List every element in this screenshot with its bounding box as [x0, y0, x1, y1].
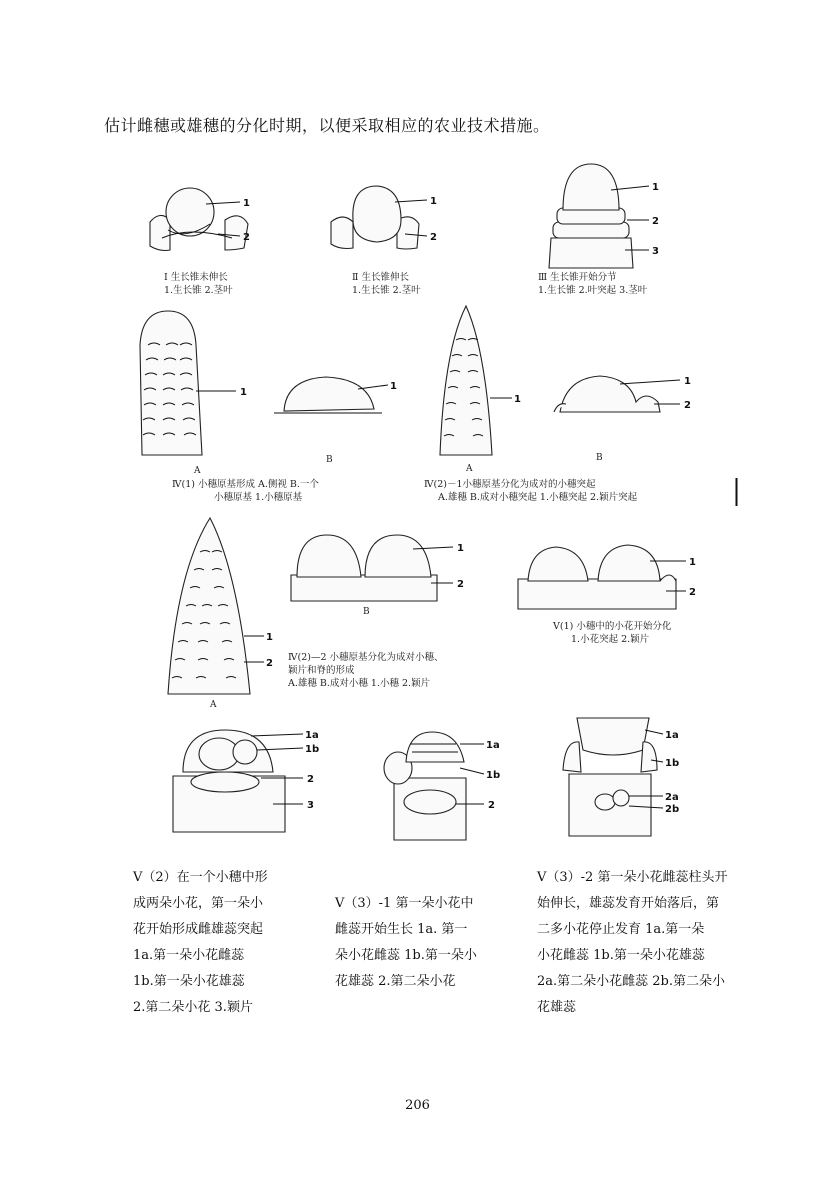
figure-4-1-caption: Ⅳ(1) 小穗原基形成 A.侧视 B.一个 小穗原基 1.小穗原基 — [172, 479, 319, 503]
figure-4-2-1-sub-a: A — [466, 464, 473, 474]
intro-text: 估计雌穗或雄穗的分化时期，以便采取相应的农业技术措施。 — [104, 116, 550, 135]
label-1: 1 — [243, 198, 250, 209]
figure-4-2-2-caption: Ⅳ(2)—2 小穗原基分化为成对小穗、 颖片和脊的形成 A.雄穗 B.成对小穗 1.小穗 2.颖片 — [288, 652, 444, 689]
figure-4-2-2-sub-a: A — [210, 700, 217, 710]
label-1: 1 — [266, 632, 273, 643]
figure-4-1-sub-b: B — [326, 455, 333, 465]
figure-stage-1 — [140, 180, 270, 265]
label-1: 1 — [457, 543, 464, 554]
label-2: 2 — [684, 400, 691, 411]
caption-col-1: Ⅴ（2）在一个小穗中形 成两朵小花，第一朵小 花开始形成雌雄蕊突起 1a.第一朵小花雌蕊 1b.第一朵小花雄蕊 2.第二朵小花 3.颖片 — [133, 870, 268, 1015]
caption-col-2: Ⅴ（3）-1 第一朵小花中 雌蕊开始生长 1a. 第一 朵小花雌蕊 1b.第一朵小 花雄蕊 2.第二朵小花 — [335, 896, 477, 989]
label-2: 2 — [689, 587, 696, 598]
figure-5-3-2 — [555, 710, 695, 845]
label-2a: 2a — [665, 792, 679, 803]
label-1: 1 — [390, 381, 397, 392]
figure-5-1-caption: Ⅴ(1) 小穗中的小花开始分化 1.小花突起 2.颖片 — [553, 621, 672, 645]
margin-mark — [735, 478, 738, 506]
label-1: 1 — [240, 387, 247, 398]
figure-4-2-1-a — [430, 300, 530, 465]
figure-4-2-1-b — [550, 360, 700, 430]
figure-5-2 — [165, 722, 330, 847]
label-1a: 1a — [665, 730, 679, 741]
label-2: 2 — [243, 232, 250, 243]
figure-3-caption: Ⅲ 生长锥开始分节 1.生长锥 2.叶突起 3.茎叶 — [538, 272, 648, 296]
figure-stage-3 — [545, 160, 675, 272]
figure-1-caption: Ⅰ 生长锥未伸长 1.生长锥 2.茎叶 — [164, 272, 233, 296]
label-1b: 1b — [665, 758, 680, 769]
label-2: 2 — [457, 579, 464, 590]
figure-4-1-sub-a: A — [194, 466, 201, 476]
label-2: 2 — [652, 216, 659, 227]
label-2: 2 — [430, 232, 437, 243]
label-1: 1 — [652, 182, 659, 193]
page-number: 206 — [405, 1098, 430, 1113]
label-1b: 1b — [486, 770, 501, 781]
figure-4-1-b — [270, 365, 400, 425]
label-1a: 1a — [305, 730, 319, 741]
figure-4-2-2-b — [285, 525, 480, 610]
label-1: 1 — [689, 557, 696, 568]
figure-stage-2 — [325, 180, 455, 265]
figure-5-1 — [510, 535, 705, 620]
figure-4-2-1-caption: Ⅳ(2)－1小穗原基分化为成对的小穗突起 A.雄穗 B.成对小穗突起 1.小穗突起 2.颖片突起 — [424, 479, 638, 503]
label-1a: 1a — [486, 740, 500, 751]
figure-4-1-a — [130, 305, 260, 465]
figure-4-2-2-sub-b: B — [363, 607, 370, 617]
figure-2-caption: Ⅱ 生长锥伸长 1.生长锥 2.茎叶 — [352, 272, 421, 296]
label-2: 2 — [266, 658, 273, 669]
figure-4-2-2-a — [160, 512, 280, 702]
label-1: 1 — [684, 376, 691, 387]
label-1: 1 — [430, 196, 437, 207]
label-3: 3 — [652, 246, 659, 257]
label-2: 2 — [488, 800, 495, 811]
label-1: 1 — [514, 394, 521, 405]
figure-4-2-1-sub-b: B — [596, 453, 603, 463]
figure-5-3-1 — [380, 722, 510, 847]
label-3: 3 — [307, 800, 314, 811]
label-2: 2 — [307, 774, 314, 785]
label-1b: 1b — [305, 744, 320, 755]
caption-col-3: Ⅴ（3）-2 第一朵小花雌蕊柱头开 始伸长，雄蕊发育开始落后，第 二多小花停止发育 1a.第一朵 小花雌蕊 1b.第一朵小花雄蕊 2a.第二朵小花雌蕊 2b.第二朵小 花雄蕊 — [537, 870, 728, 1015]
label-2b: 2b — [665, 804, 680, 815]
